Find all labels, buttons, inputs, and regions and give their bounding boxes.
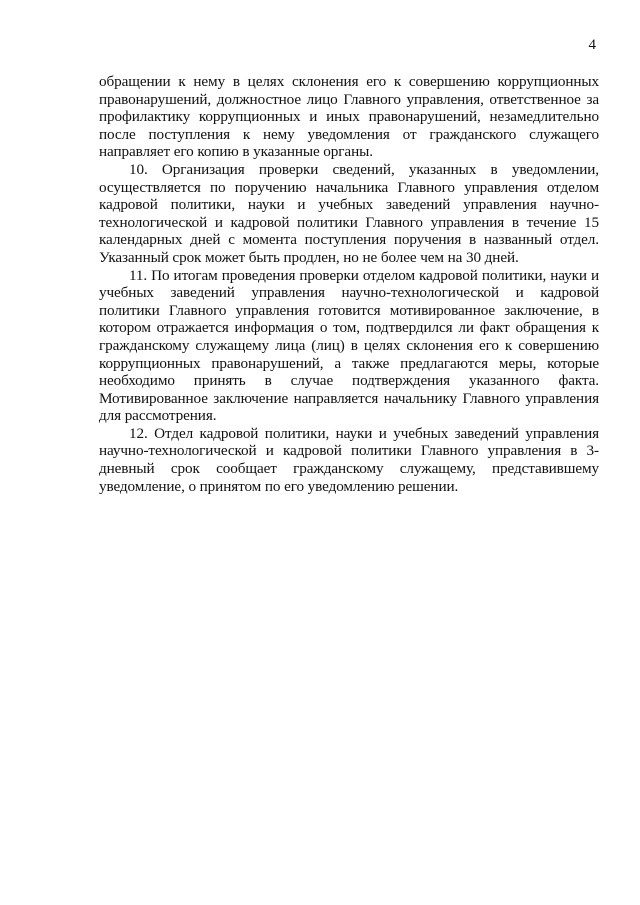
paragraph-12: 12. Отдел кадровой политики, науки и учебных заведений управления научно-технологической и кадровой политики Главного управления в 3-дневный срок сообщает гражданскому служащему, представившему уведомление, о принятом по его уведомлению решении. <box>99 424 599 495</box>
paragraph-10: 10. Организация проверки сведений, указанных в уведомлении, осуществляется по поручению начальника Главного управления отделом кадровой политики, науки и учебных заведений управления научно-технологической и кадровой политики Главного управления в течение 15 календарных дней с момента поступления поручения в названный отдел. Указанный срок может быть продлен, но не более чем на 30 дней. <box>99 160 599 266</box>
page-number: 4 <box>588 37 596 53</box>
document-body <box>99 73 599 495</box>
paragraph-continuation: обращении к нему в целях склонения его к совершению коррупционных правонарушений, должностное лицо Главного управления, ответственное за профилактику коррупционных и иных правонарушений, незамедлительно после поступления к нему уведомления от гражданского служащего направляет его копию в указанные органы. <box>99 73 599 161</box>
paragraph-11: 11. По итогам проведения проверки отделом кадровой политики, науки и учебных заведений управления научно-технологической и кадровой политики Главного управления готовится мотивированное заключение, в котором отражается информация о том, подтвердился ли факт обращения к гражданскому служащему лица (лиц) в целях склонения его к совершению коррупционных правонарушений, а также предлагаются меры, которые необходимо принять в случае подтверждения указанного факта. Мотивированное заключение направляется начальнику Главного управления для рассмотрения. <box>99 266 599 425</box>
